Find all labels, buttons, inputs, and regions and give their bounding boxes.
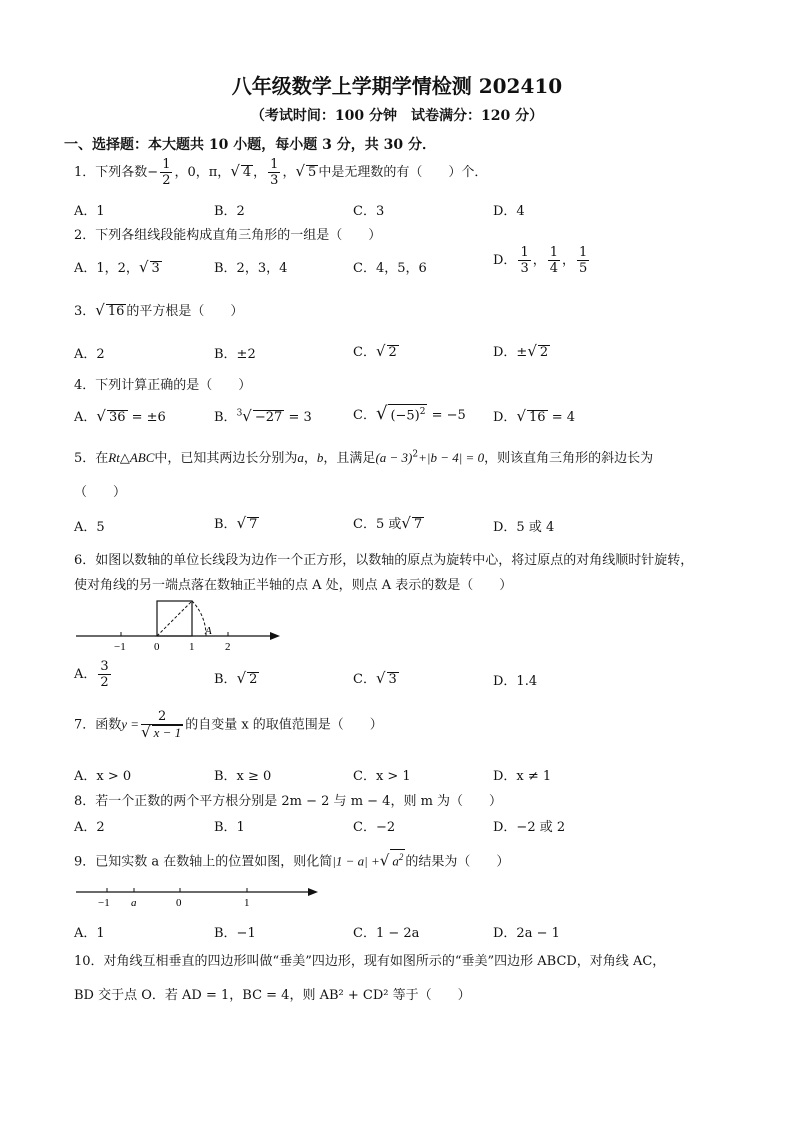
exam-info: （考试时间：100 分钟 试卷满分：120 分） [250,108,544,124]
q6-option-d: D．1.4 [493,674,538,689]
point-a-label: A [205,625,212,637]
q8-option-a: A．2 [74,820,105,835]
tick-label: 1 [189,641,195,653]
q9-option-d: D．2a − 1 [493,926,560,941]
rotation-arc [192,601,206,636]
question-2: 2．下列各组线段能构成直角三角形的一组是（ ） [74,228,382,243]
question-10-line-1: 10．对角线互相垂直的四边形叫做“垂美”四边形，现有如图所示的“垂美”四边形 ABCD，对角线 AC， [74,954,666,969]
q1-option-c: C．3 [353,204,385,219]
q2-option-c: C．4，5，6 [353,261,427,276]
q5-option-c: C．5 或√ 7 [353,514,423,532]
tick-label: a [131,897,137,909]
q4-option-d: D．√ 16 = 4 [493,407,575,425]
question-7: 7．函数y = $\frac{2}{√ x - 1}$ 的自变量 x 的取值范围是（ ） [74,709,383,741]
q7-option-c: C．x > 1 [353,769,411,784]
page-title: 八年级数学上学期学情检测 202410 [231,74,563,98]
tick-label: 0 [154,641,160,653]
tick-label: 1 [244,897,250,909]
question-4: 4．下列计算正确的是（ ） [74,378,252,393]
tick-label: 0 [176,897,182,909]
q8-option-b: B．1 [214,820,245,835]
q2-option-a: A．1，2，√ 3 [74,258,160,276]
q5-option-a: A．5 [74,520,105,535]
q6-option-a: A． $\frac{3}{2}$ [74,659,109,690]
q9-option-a: A．1 [74,926,105,941]
diagonal [157,601,192,636]
q1-option-a: A．1 [74,204,105,219]
q4-option-c: C．√ $(-5)^2 = -5$ [353,403,466,424]
fraction: $\frac{1}{3}$ [270,157,279,188]
q5-option-b: B．√ 7 [214,514,258,532]
q3-option-c: C．√ 2 [353,342,397,360]
q3-option-b: B．±2 [214,347,256,362]
q4-option-b: B．$^3$√ −27 = 3 [214,407,312,425]
q1-option-b: B．2 [214,204,245,219]
q3-option-d: D．±√ 2 [493,342,549,360]
section-heading: 一、选择题：本大题共 10 小题，每小题 3 分，共 30 分． [64,137,436,153]
tick-label: 2 [225,641,231,653]
q6-option-c: C．√ 3 [353,669,397,687]
question-1: 1．下列各数− $\frac{1}{2}$ ，0，π，√ 4 ， $\frac{1}{3}$ ，√ 5 中是无理数的有（ ）个． [74,157,488,188]
q9-option-b: B．−1 [214,926,256,941]
q3-option-a: A．2 [74,347,105,362]
q8-option-c: C．−2 [353,820,396,835]
q5-option-d: D．5 或 4 [493,520,555,535]
q4-option-a: A．√ 36 = ±6 [74,407,166,425]
q8-option-d: D．−2 或 2 [493,820,566,835]
q6-option-b: B．√ 2 [214,669,258,687]
question-3: 3．√ 16 的平方根是（ ） [74,301,244,319]
q9-option-c: C．1 − 2a [353,926,420,941]
question-5-blank: （ ） [74,485,127,500]
q2-option-b: B．2，3，4 [214,261,288,276]
q1-option-d: D．4 [493,204,525,219]
q2-option-d: D． $\frac{1}{3}$ ， $\frac{1}{4}$ ， $\frac{1}{5}$ [493,245,588,276]
number-line-figure [74,596,284,654]
fraction: $\frac{1}{2}$ [162,157,171,188]
question-10-line-2: BD 交于点 O．若 AD = 1，BC = 4，则 AB² + CD² 等于（ ） [74,988,471,1003]
question-9: 9．已知实数 a 在数轴上的位置如图，则化简|1 − a| +√ $a^2$ 的结果为（ ） [74,849,509,869]
question-6-line-2: 使对角线的另一端点落在数轴正半轴的点 A 处，则点 A 表示的数是（ ） [74,578,513,593]
tick-label: −1 [98,897,110,909]
q7-option-b: B．x ≥ 0 [214,769,272,784]
q7-option-a: A．x > 0 [74,769,132,784]
question-5: 5．在Rt△ABC中，已知其两边长分别为a，b，且满足$(a - 3)^2+|b - 4| = 0$，则该直角三角形的斜边长为 [74,449,654,466]
question-6-line-1: 6．如图以数轴的单位长线段为边作一个正方形，以数轴的原点为旋转中心，将过原点的对角线顺时针旋转， [74,553,694,568]
tick-label: −1 [114,641,126,653]
q7-option-d: D．x ≠ 1 [493,769,552,784]
number-line-figure-2 [74,880,324,910]
question-8: 8．若一个正数的两个平方根分别是 2m − 2 与 m − 4，则 m 为（ ） [74,794,503,809]
